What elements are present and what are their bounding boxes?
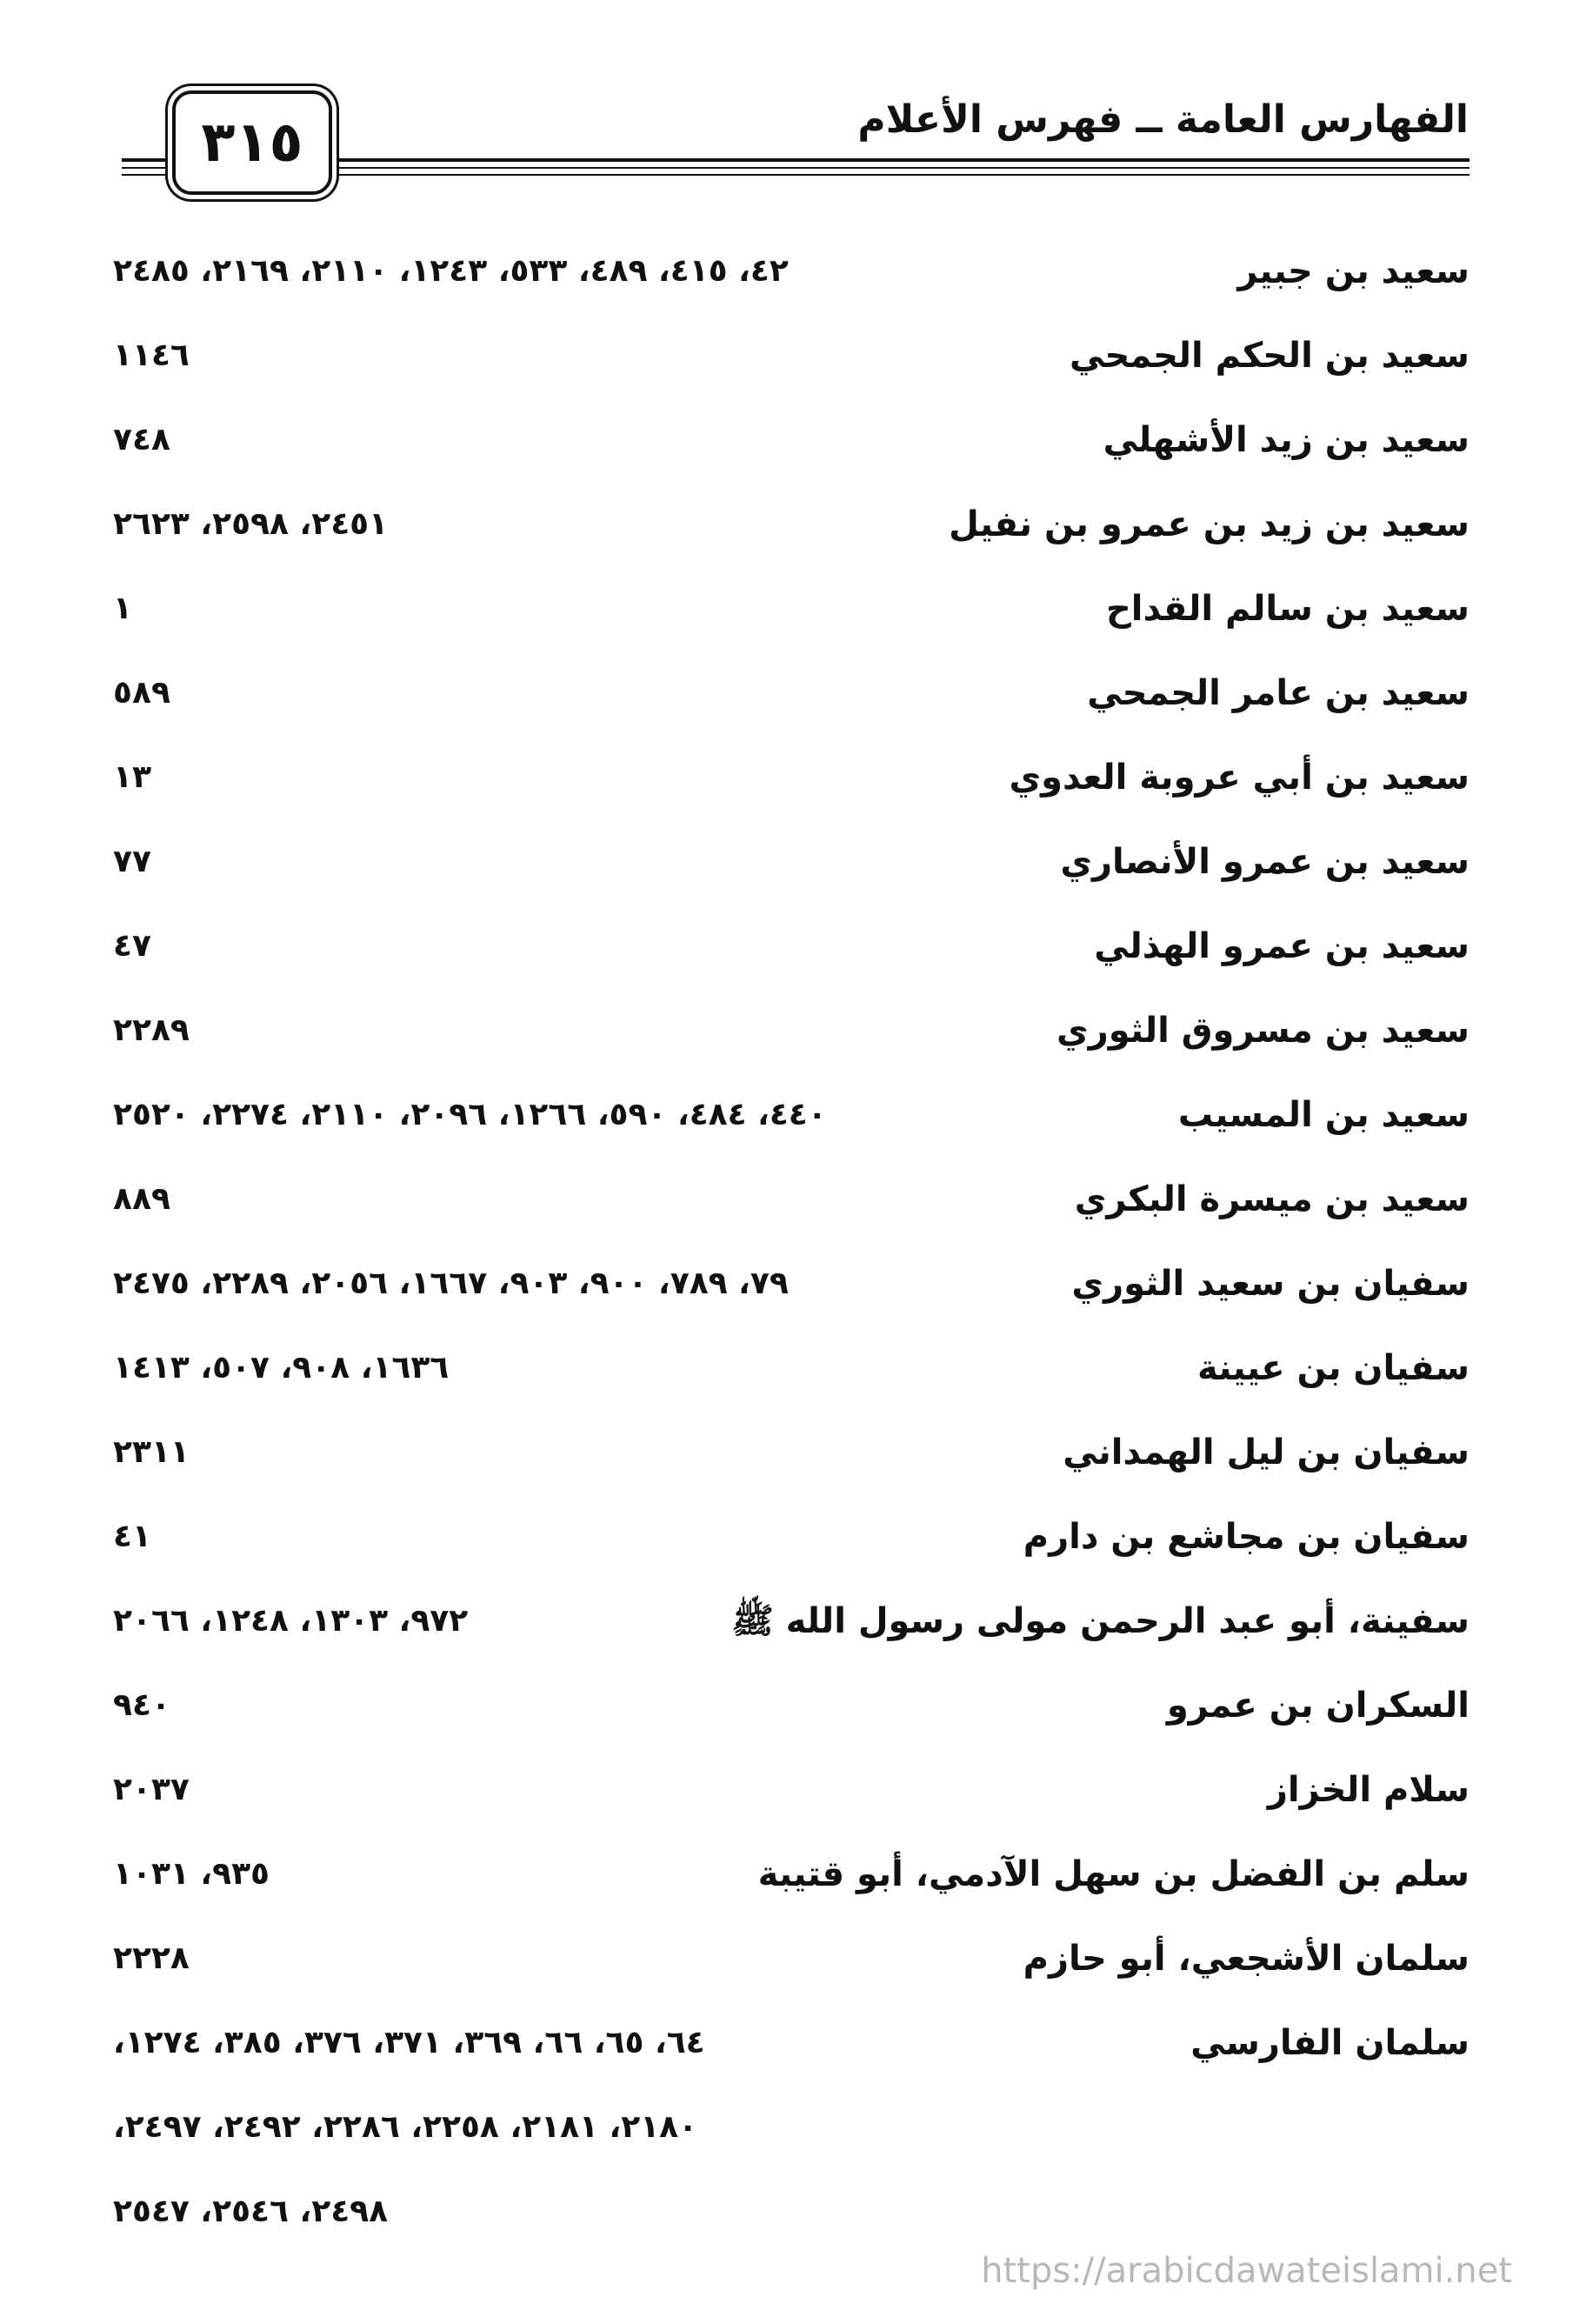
entry-refs: ٢٠٣٧ [113, 1772, 190, 1807]
entry-name: سعيد بن عمرو الهذلي [1094, 926, 1470, 966]
entry-refs: ١١٤٦ [113, 337, 190, 373]
index-entry [113, 1664, 1470, 1747]
entry-name: سعيد بن عامر الجمحي [1087, 673, 1470, 713]
index-entry [113, 314, 1470, 397]
entry-name: سعيد بن عمرو الأنصاري [1060, 842, 1470, 882]
entry-refs: ١٦٣٦، ٩٠٨، ٥٠٧، ١٤١٣ [113, 1350, 450, 1386]
index-entry [113, 1158, 1470, 1241]
entry-name: سعيد بن أبي عروبة العدوي [1009, 758, 1470, 798]
entry-name: سفيان بن عيينة [1196, 1348, 1470, 1388]
entry-name: سلمان الأشجعي، أبو حازم [1023, 1939, 1470, 1979]
entry-name: سفيان بن سعيد الثوري [1071, 1264, 1470, 1304]
entry-refs: ٨٨٩ [113, 1181, 170, 1217]
entry-name: سعيد بن زيد بن عمرو بن نفيل [949, 504, 1470, 544]
entry-refs: ٩٣٥، ١٠٣١ [113, 1856, 270, 1892]
entry-name: سلام الخزاز [1267, 1770, 1470, 1810]
entry-name: سلمان الفارسي [1190, 2023, 1470, 2063]
index-entry [113, 1326, 1470, 1410]
index-entry [113, 1833, 1470, 1916]
entry-name: سعيد بن المسيب [1177, 1095, 1470, 1135]
entry-refs: ٤٤٠، ٤٨٤، ٥٩٠، ١٢٦٦، ٢٠٩٦، ٢١١٠، ٢٢٧٤، ٢٥٢٠ [113, 1097, 827, 1132]
index-entry [113, 651, 1470, 735]
page-number: ٣١٥ [201, 110, 303, 175]
index-entry [113, 989, 1470, 1072]
entry-refs: ٢٢٢٨ [113, 1940, 190, 1976]
entry-name: سعيد بن الحكم الجمحي [1070, 336, 1470, 376]
index-entry [113, 398, 1470, 482]
entry-refs: ١ [113, 591, 132, 626]
index-entry [113, 1495, 1470, 1579]
index-entry [113, 736, 1470, 819]
entry-name: سعيد بن ميسرة البكري [1074, 1179, 1470, 1219]
index-entry [113, 820, 1470, 904]
entry-name: سلم بن الفضل بن سهل الآدمي، أبو قتيبة [757, 1854, 1470, 1894]
entry-refs: ٢٢٨٩ [113, 1012, 190, 1048]
entry-refs: ٤٧ [113, 928, 151, 964]
entry-refs: ٧٩، ٧٨٩، ٩٠٠، ٩٠٣، ١٦٦٧، ٢٠٥٦، ٢٢٨٩، ٢٤٧٥ [113, 1266, 789, 1301]
index-entry [113, 1073, 1470, 1157]
index-entry [113, 1917, 1470, 2000]
index-entry [113, 483, 1470, 566]
index-entry [113, 1411, 1470, 1494]
entry-refs: ١٣ [113, 759, 151, 795]
entry-name: سفيان بن ليل الهمداني [1063, 1432, 1470, 1473]
entry-refs: ٤٢، ٤١٥، ٤٨٩، ٥٣٣، ١٢٤٣، ٢١١٠، ٢١٦٩، ٢٤٨٥ [113, 253, 789, 289]
index-entry [113, 230, 1470, 313]
entry-refs: ٩٤٠ [113, 1687, 170, 1723]
entry-name: سعيد بن مسروق الثوري [1056, 1011, 1470, 1051]
entry-refs: ٢٤٥١، ٢٥٩٨، ٢٦٢٣ [113, 506, 389, 542]
index-entry [113, 905, 1470, 988]
index-entry [113, 1579, 1470, 1663]
watermark-url: https://arabicdawateislami.net [981, 2251, 1512, 2291]
entry-name: سعيد بن جبير [1237, 251, 1470, 291]
entry-name: السكران بن عمرو [1166, 1686, 1470, 1726]
entry-refs-continuation: ٢١٨٠، ٢١٨١، ٢٢٥٨، ٢٢٨٦، ٢٤٩٢، ٢٤٩٧، [113, 2109, 698, 2145]
entry-refs: ٥٨٩ [113, 675, 170, 711]
index-entry [113, 567, 1470, 651]
entry-refs: ٧٧ [113, 844, 151, 879]
entry-refs: ٦٤، ٦٥، ٦٦، ٣٦٩، ٣٧١، ٣٧٦، ٣٨٥، ١٢٧٤، [113, 2025, 705, 2060]
index-entry [113, 1748, 1470, 1832]
entry-name: سعيد بن سالم القداح [1105, 589, 1470, 629]
entry-name: سعيد بن زيد الأشهلي [1103, 420, 1470, 460]
entry-name: سفينة، أبو عبد الرحمن مولى رسول الله ﷺ [731, 1601, 1470, 1641]
index-entry [113, 1242, 1470, 1326]
entry-refs: ٧٤٨ [113, 422, 170, 457]
entry-name: سفيان بن مجاشع بن دارم [1023, 1517, 1470, 1557]
entry-refs: ٢٣١١ [113, 1434, 190, 1470]
page-number-frame [172, 90, 332, 195]
entry-refs: ٩٧٢، ١٣٠٣، ١٢٤٨، ٢٠٦٦ [113, 1603, 469, 1639]
entry-refs: ٤١ [113, 1519, 151, 1554]
entry-refs-continuation: ٢٤٩٨، ٢٥٤٦، ٢٥٤٧ [113, 2194, 389, 2229]
index-entry [113, 2001, 1470, 2085]
running-header-title: الفهارس العامة ــ فهرس الأعلام [857, 97, 1469, 142]
